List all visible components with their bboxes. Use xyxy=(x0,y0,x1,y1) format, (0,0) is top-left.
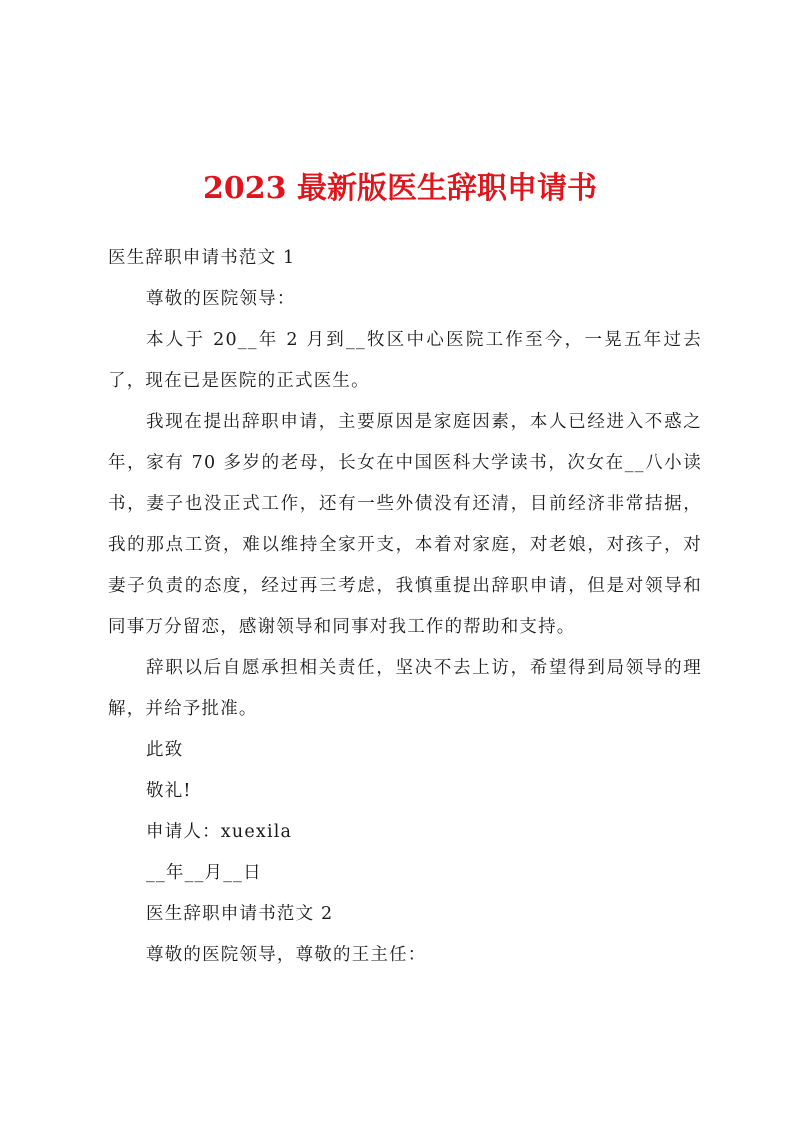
paragraph-1: 本人于 20__年 2 月到__牧区中心医院工作至今，一晃五年过去了，现在已是医院的正式医生。 xyxy=(108,330,702,391)
closing-line-2: 敬礼! xyxy=(146,781,192,801)
document-body xyxy=(108,238,702,976)
date-line: __年__月__日 xyxy=(146,863,262,883)
sample2-heading: 医生辞职申请书范文 2 xyxy=(146,904,334,924)
applicant-line: 申请人：xuexila xyxy=(146,822,293,842)
paragraph-3: 辞职以后自愿承担相关责任，坚决不去上访，希望得到局领导的理解，并给予批准。 xyxy=(108,658,702,719)
salutation-1: 尊敬的医院领导： xyxy=(146,289,296,309)
document-title: 2023 最新版医生辞职申请书 xyxy=(203,171,597,206)
salutation-2: 尊敬的医院领导，尊敬的王主任： xyxy=(146,945,427,965)
sample1-heading: 医生辞职申请书范文 1 xyxy=(108,248,296,268)
closing-line-1: 此致 xyxy=(146,740,184,760)
paragraph-2: 我现在提出辞职申请，主要原因是家庭因素，本人已经进入不惑之年，家有 70 多岁的老母，长女在中国医科大学读书，次女在__八小读书，妻子也没正式工作，还有一些外债没有还清，目前经济非常拮据，我的那点工资，难以维持全家开支，本着对家庭，对老娘，对孩子，对妻子负责的态度，经过再三考虑，我慎重提出辞职申请，但是对领导和同事万分留恋，感谢领导和同事对我工作的帮助和支持。 xyxy=(108,412,702,637)
